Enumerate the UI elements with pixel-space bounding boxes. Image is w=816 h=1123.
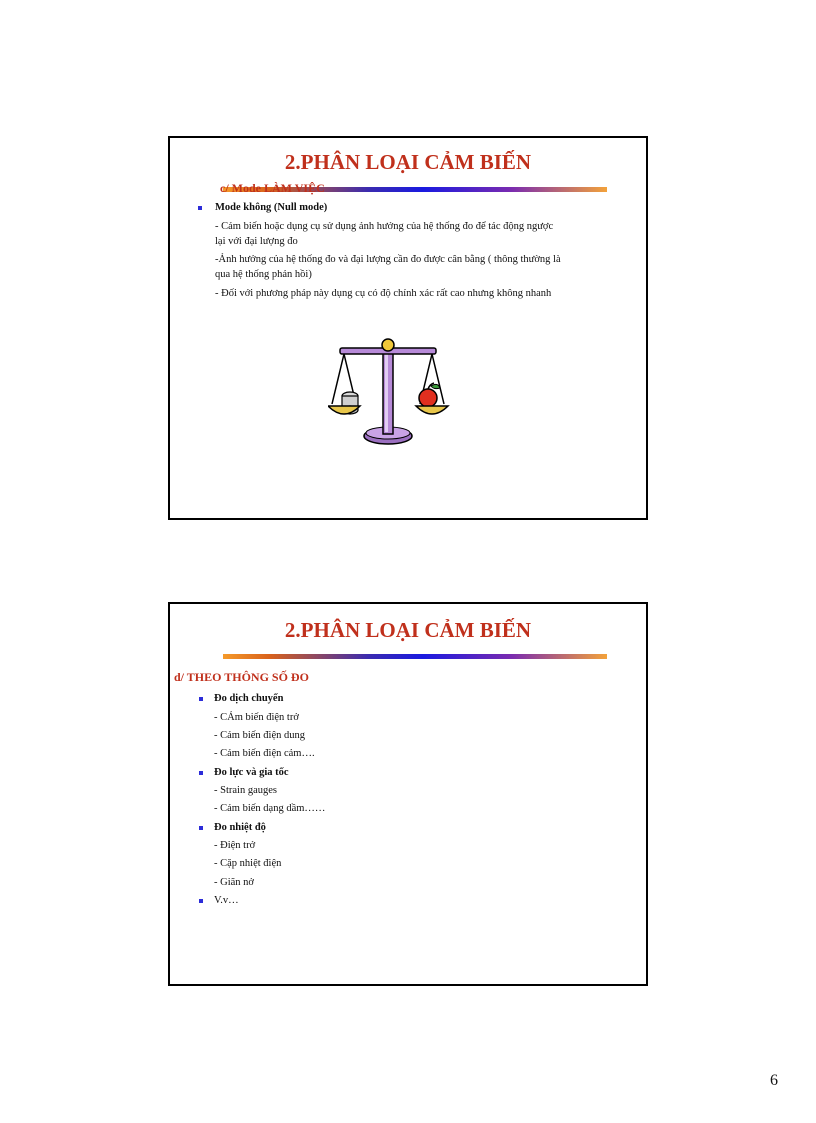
balance-scale-icon <box>328 334 452 448</box>
bullet-square-icon <box>199 697 203 701</box>
bullet-null-mode: Mode không (Null mode) <box>215 202 328 213</box>
slide-1-subtitle: c/ Mode LÀM VIỆC <box>220 181 325 195</box>
group-heading: Đo dịch chuyển <box>214 693 284 704</box>
slide-2-subtitle: d/ THEO THÔNG SỐ ĐO <box>174 670 309 684</box>
list-item: - CẢm biến điện trở <box>214 712 299 723</box>
group-heading: V.v… <box>214 895 239 906</box>
text-line: - Cảm biến hoặc dụng cụ sử dụng ảnh hưởng của hệ thống đo để tác động ngược <box>215 221 554 232</box>
text-line: qua hệ thống phản hồi) <box>215 269 312 280</box>
text-line: lại với đại lượng đo <box>215 236 298 247</box>
group-heading: Đo nhiệt độ <box>214 822 266 833</box>
slide-1 <box>168 136 648 520</box>
bullet-square-icon <box>199 899 203 903</box>
title-underline <box>223 654 607 659</box>
slide-2 <box>168 602 648 986</box>
list-item: - Strain gauges <box>214 785 277 796</box>
text-line: - Đối với phương pháp này dụng cụ có độ chính xác rất cao nhưng không nhanh <box>215 288 552 299</box>
list-item: - Cảm biến điện cảm…. <box>214 748 315 759</box>
list-item: - Điện trở <box>214 840 256 851</box>
list-item: - Giãn nở <box>214 877 254 888</box>
text-line: -Ảnh hưởng của hệ thống đo và đại lượng cần đo được cân bằng ( thông thường là <box>215 254 561 265</box>
list-item: - Cặp nhiệt điện <box>214 858 282 869</box>
page-number: 6 <box>770 1072 778 1089</box>
bullet-square-icon <box>199 826 203 830</box>
bullet-square-icon <box>199 771 203 775</box>
slide-2-title: 2.PHÂN LOẠI CẢM BIẾN <box>284 618 532 642</box>
list-item: - Cảm biến điện dung <box>214 730 305 741</box>
bullet-square-icon <box>198 206 202 210</box>
list-item: - Cảm biến dạng dầm…… <box>214 803 326 814</box>
slide-1-title: 2.PHÂN LOẠI CẢM BIẾN <box>284 150 532 174</box>
group-heading: Đo lực và gia tốc <box>214 767 289 778</box>
